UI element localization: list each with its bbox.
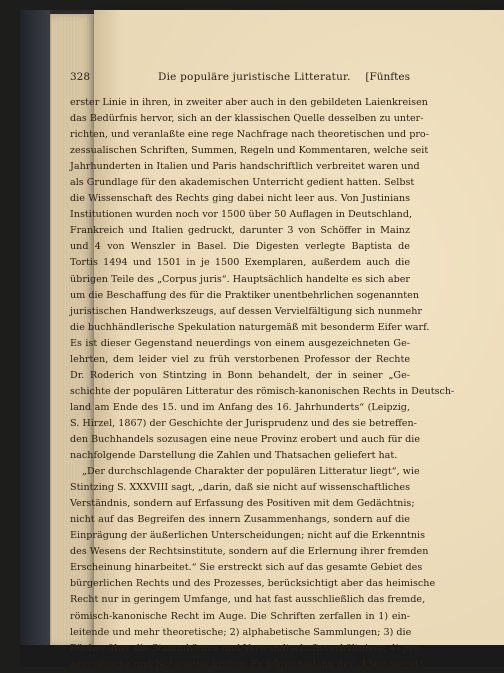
text-line: richten, und veranlaßte eine rege Nachfrage nach theoretischen und pro-	[70, 129, 429, 141]
running-header	[70, 71, 410, 87]
text-line: zessualischen Schriften, Summen, Regeln und Kommentaren, welche seit	[70, 145, 429, 157]
text-line: juristischen Handwerkszeugs, auf dessen Vervielfältigung sich nunmehr	[70, 305, 422, 317]
text-line: bürgerlichen Rechts und des Prozesses, berücksichtigt aber das heimische	[70, 578, 436, 590]
text-line: als Grundlage für den akademischen Unterricht gedient hatten. Selbst	[70, 177, 415, 189]
text-line: Erscheinung hinarbeitet.“ Sie erstreckt sich auf das gesamte Gebiet des	[70, 562, 423, 574]
text-line: Jahrhunderten in Italien und Paris handschriftlich verbreitet waren und	[70, 161, 420, 173]
text-line: die buchhändlerische Spekulation naturgemäß mit besonderm Eifer warf.	[70, 321, 430, 333]
text-line: Stintzing S. XXXVIII sagt, „darin, daß sie nicht auf wissenschaftliches	[70, 482, 410, 494]
body-text	[70, 95, 455, 673]
text-line: nachfolgende Darstellung die Zahlen und Thatsachen geliefert hat.	[70, 450, 398, 462]
text-line: Einprägung der äußerlichen Unterscheidungen; nicht auf die Erkenntnis	[70, 530, 425, 542]
text-line: „Der durchschlagende Charakter der populären Litteratur liegt“, wie	[82, 466, 420, 478]
text-line: zessualische und Notariatsschriften. Es folgen sodann der „Klagspiegel“	[70, 658, 424, 670]
text-line: das Bedürfnis hervor, sich an der klassischen Quelle desselben zu unter-	[70, 113, 424, 125]
text-line: nicht auf das Begreifen des innern Zusammenhangs, sondern auf die	[70, 514, 410, 526]
text-line: land am Ende des 15. und im Anfang des 16. Jahrhunderts“ (Leipzig,	[70, 401, 410, 413]
text-line: Frankreich und Italien gedruckt, darunter 3 von Schöffer in Mainz	[70, 225, 410, 237]
running-title: Die populäre juristische Litteratur.	[158, 71, 351, 83]
text-line: Es ist dieser Gegenstand neuerdings von einem ausgezeichneten Ge-	[70, 337, 410, 349]
text-line: römisch-kanonische Recht im Auge. Die Schriften zerfallen in 1) ein-	[70, 610, 410, 622]
text-line: Verständnis, sondern auf Erfassung des Positiven mit dem Gedächtnis;	[70, 498, 415, 510]
section-label: [Fünftes	[365, 71, 410, 83]
text-line: lehrten, dem leider viel zu früh verstorbenen Professor der Rechte	[70, 353, 410, 365]
text-line: leitende und mehr theoretische; 2) alphabetische Sammlungen; 3) die	[70, 626, 412, 638]
text-line: und 4 von Wenszler in Basel. Die Digesten verlegte Baptista de	[70, 241, 410, 253]
text-line: Bücher über die Stammbäume und Verwandtschaftsverhältnisse; 4) pro-	[70, 642, 423, 654]
text-line: erster Linie in ihren, in zweiter aber auch in den gebildeten Laienkreisen	[70, 97, 428, 108]
text-line: den Buchhandels sozusagen eine neue Provinz erobert und auch für die	[70, 433, 421, 445]
text-line: schichte der populären Litteratur des römisch-kanonischen Rechts in Deutsch-	[70, 385, 455, 397]
text-line: Dr. Roderich von Stintzing in Bonn behandelt, der in seiner „Ge-	[70, 369, 410, 381]
text-line: Recht nur in geringem Umfange, und hat fast ausschließlich das fremde,	[70, 594, 426, 606]
text-line: Tortis 1494 und 1501 in je 1500 Exemplaren, außerdem auch die	[70, 257, 410, 269]
text-line: Institutionen wurden noch vor 1500 über 50 Auflagen in Deutschland,	[70, 209, 413, 221]
text-line: um die Beschaffung des für die Praktiker unentbehrlichen sogenannten	[70, 289, 420, 301]
text-line: des Wesens der Rechtsinstitute, sondern auf die Erlernung ihrer fremden	[70, 546, 429, 558]
text-line: übrigen Teile des „Corpus juris“. Hauptsächlich handelte es sich aber	[70, 273, 410, 285]
page-number: 328	[70, 71, 91, 83]
text-line: S. Hirzel, 1867) der Geschichte der Jurisprudenz und des sie betreffen-	[70, 417, 417, 429]
text-line: die Wissenschaft des Rechts ging dabei nicht leer aus. Von Justinians	[70, 193, 410, 205]
book-cover-edge	[20, 10, 50, 667]
